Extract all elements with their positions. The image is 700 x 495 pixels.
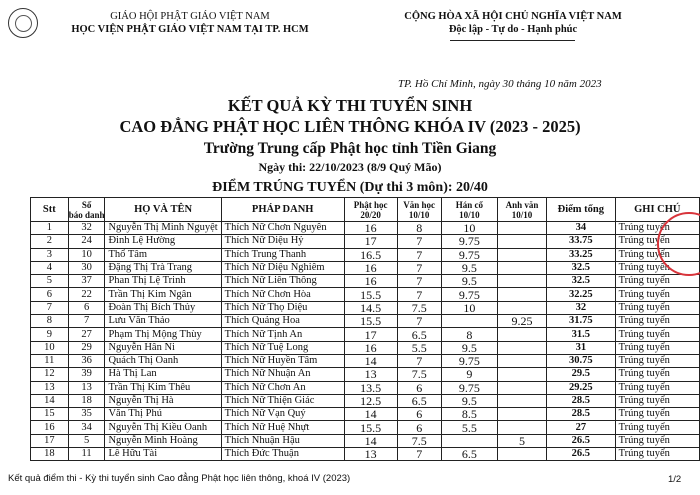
- cell-literature-score: 7: [397, 235, 441, 248]
- title-program: CAO ĐẲNG PHẬT HỌC LIÊN THÔNG KHÓA IV (2023 - 2025): [119, 117, 581, 136]
- cell-buddhism-score: 13: [344, 368, 397, 381]
- nation-motto: Độc lập - Tự do - Hạnh phúc: [448, 24, 578, 35]
- cell-literature-score: 6: [397, 408, 441, 421]
- cell-note: Trúng tuyển: [615, 315, 699, 328]
- cell-full-name: Trần Thị Kim Thêu: [105, 381, 221, 394]
- cell-note: Trúng tuyển: [615, 261, 699, 274]
- cell-note: Trúng tuyển: [615, 248, 699, 261]
- cell-classical-chinese-score: 9.75: [441, 288, 497, 301]
- cell-english-score: [498, 235, 547, 248]
- header-candidate-number: Số báo danh: [68, 199, 105, 220]
- cell-full-name: Lê Hữu Tài: [105, 448, 221, 461]
- title-main: KẾT QUẢ KỲ THI TUYỂN SINH: [227, 96, 473, 115]
- cell-candidate-number: 35: [68, 408, 105, 421]
- cell-literature-score: 7: [397, 248, 441, 261]
- cell-english-score: [498, 328, 547, 341]
- cell-classical-chinese-score: [441, 315, 497, 328]
- cell-full-name: Nguyễn Thị Minh Nguyệt: [105, 222, 221, 235]
- cell-candidate-number: 7: [68, 315, 105, 328]
- header-stt: Stt: [31, 198, 69, 222]
- cell-english-score: [498, 448, 547, 461]
- cell-dharma-name: Thích Nữ Tịnh An: [221, 328, 344, 341]
- cell-candidate-number: 37: [68, 275, 105, 288]
- cell-total-score: 32: [547, 301, 616, 314]
- cell-dharma-name: Thích Trung Thanh: [221, 248, 344, 261]
- cell-stt: 6: [31, 288, 69, 301]
- cell-buddhism-score: 16: [344, 261, 397, 274]
- cell-classical-chinese-score: 8: [441, 328, 497, 341]
- academy-logo-icon: [8, 8, 38, 38]
- cell-total-score: 31.75: [547, 315, 616, 328]
- table-row: [31, 275, 700, 288]
- title-school: Trường Trung cấp Phật học tỉnh Tiền Giang: [203, 140, 497, 157]
- cell-buddhism-score: 12.5: [344, 394, 397, 407]
- cell-buddhism-score: 16: [344, 341, 397, 354]
- cell-stt: 11: [31, 354, 69, 367]
- cell-dharma-name: Thích Nữ Diệu Hỷ: [221, 235, 344, 248]
- nation-line-1: CỘNG HÒA XÃ HỘI CHỦ NGHĨA VIỆT NAM: [404, 11, 622, 22]
- page-number: 1/2: [668, 474, 682, 485]
- cell-total-score: 29.5: [547, 368, 616, 381]
- cell-english-score: [498, 301, 547, 314]
- cell-stt: 15: [31, 408, 69, 421]
- cell-total-score: 32.5: [547, 261, 616, 274]
- header-literature-score: Văn học 10/10: [397, 198, 441, 222]
- cell-literature-score: 6: [397, 421, 441, 434]
- cell-total-score: 26.5: [547, 434, 616, 447]
- table-row: [31, 354, 700, 367]
- cell-classical-chinese-score: 10: [441, 301, 497, 314]
- cell-english-score: [498, 354, 547, 367]
- cell-candidate-number: 18: [68, 394, 105, 407]
- cell-english-score: [498, 368, 547, 381]
- document-date: TP. Hồ Chí Minh, ngày 30 tháng 10 năm 2023: [398, 78, 602, 90]
- cell-note: Trúng tuyển: [615, 394, 699, 407]
- cell-total-score: 30.75: [547, 354, 616, 367]
- cell-full-name: Văn Thị Phú: [105, 408, 221, 421]
- header-total-score: Điểm tổng: [547, 198, 616, 222]
- cell-english-score: 9.25: [498, 315, 547, 328]
- cell-stt: 8: [31, 315, 69, 328]
- cell-note: Trúng tuyển: [615, 354, 699, 367]
- cell-classical-chinese-score: 8.5: [441, 408, 497, 421]
- cell-dharma-name: Thích Nhuận Hậu: [221, 434, 344, 447]
- cell-english-score: 5: [498, 434, 547, 447]
- cell-dharma-name: Thích Nữ Huyền Tâm: [221, 354, 344, 367]
- cell-literature-score: 7.5: [397, 301, 441, 314]
- cell-classical-chinese-score: 9.5: [441, 275, 497, 288]
- cell-stt: 18: [31, 448, 69, 461]
- cell-classical-chinese-score: 10: [441, 222, 497, 235]
- cell-english-score: [498, 261, 547, 274]
- cell-dharma-name: Thích Nữ Chơn Nguyên: [221, 222, 344, 235]
- motto-underline: [450, 40, 575, 41]
- cell-full-name: Nguyễn Minh Hoàng: [105, 434, 221, 447]
- table-row: [31, 261, 700, 274]
- national-header: [388, 10, 638, 36]
- cell-buddhism-score: 14.5: [344, 301, 397, 314]
- cell-note: Trúng tuyển: [615, 275, 699, 288]
- cell-dharma-name: Thích Nữ Vạn Quý: [221, 408, 344, 421]
- cell-stt: 12: [31, 368, 69, 381]
- cell-total-score: 31.5: [547, 328, 616, 341]
- cell-full-name: Quách Thị Oanh: [105, 354, 221, 367]
- cell-note: Trúng tuyển: [615, 301, 699, 314]
- cell-dharma-name: Thích Nữ Nhuận An: [221, 368, 344, 381]
- cell-classical-chinese-score: 9.75: [441, 235, 497, 248]
- cell-buddhism-score: 17: [344, 235, 397, 248]
- cell-note: Trúng tuyển: [615, 448, 699, 461]
- cell-english-score: [498, 275, 547, 288]
- cell-total-score: 27: [547, 421, 616, 434]
- table-row: [31, 328, 700, 341]
- cell-candidate-number: 36: [68, 354, 105, 367]
- header-dharma-name: PHÁP DANH: [221, 198, 344, 222]
- cell-english-score: [498, 394, 547, 407]
- cell-dharma-name: Thích Nữ Thọ Diệu: [221, 301, 344, 314]
- cell-literature-score: 7: [397, 261, 441, 274]
- cell-candidate-number: 6: [68, 301, 105, 314]
- cell-total-score: 29.25: [547, 381, 616, 394]
- cell-candidate-number: 27: [68, 328, 105, 341]
- table-row: [31, 315, 700, 328]
- cell-classical-chinese-score: 6.5: [441, 448, 497, 461]
- cell-note: Trúng tuyển: [615, 328, 699, 341]
- cell-buddhism-score: 14: [344, 354, 397, 367]
- cell-dharma-name: Thích Nữ Thiện Giác: [221, 394, 344, 407]
- table-row: [31, 301, 700, 314]
- cell-stt: 13: [31, 381, 69, 394]
- cell-classical-chinese-score: 9.75: [441, 248, 497, 261]
- cell-buddhism-score: 16: [344, 222, 397, 235]
- cell-literature-score: 6.5: [397, 328, 441, 341]
- cell-literature-score: 6.5: [397, 394, 441, 407]
- cell-candidate-number: 11: [68, 448, 105, 461]
- cell-stt: 17: [31, 434, 69, 447]
- cell-buddhism-score: 13: [344, 448, 397, 461]
- header-classical-chinese-score: Hán cổ 10/10: [441, 198, 497, 222]
- results-table: [30, 197, 700, 461]
- cell-total-score: 34: [547, 222, 616, 235]
- cell-literature-score: 7: [397, 354, 441, 367]
- cell-full-name: Phạm Thị Mộng Thùy: [105, 328, 221, 341]
- cell-literature-score: 7: [397, 275, 441, 288]
- header-note: GHI CHÚ: [615, 198, 699, 222]
- header-english-score: Anh văn 10/10: [498, 198, 547, 222]
- cell-buddhism-score: 14: [344, 408, 397, 421]
- cell-stt: 3: [31, 248, 69, 261]
- footer-caption: Kết quả điểm thi - Kỳ thi tuyển sinh Cao đẳng Phật học liên thông, khoá IV (2023): [8, 473, 351, 484]
- cell-classical-chinese-score: 9.75: [441, 354, 497, 367]
- table-row: [31, 394, 700, 407]
- cell-note: Trúng tuyển: [615, 288, 699, 301]
- cell-note: Trúng tuyển: [615, 434, 699, 447]
- cell-candidate-number: 13: [68, 381, 105, 394]
- table-row: [31, 288, 700, 301]
- cell-candidate-number: 30: [68, 261, 105, 274]
- cell-classical-chinese-score: 9.5: [441, 261, 497, 274]
- cell-dharma-name: Thích Nữ Liên Thông: [221, 275, 344, 288]
- table-row: [31, 235, 700, 248]
- cell-candidate-number: 34: [68, 421, 105, 434]
- cell-full-name: Lưu Văn Thảo: [105, 315, 221, 328]
- cell-dharma-name: Thích Nữ Chơn An: [221, 381, 344, 394]
- header-buddhism-score: Phật học 20/20: [344, 198, 397, 222]
- cell-candidate-number: 5: [68, 434, 105, 447]
- cell-english-score: [498, 408, 547, 421]
- exam-date: Ngày thi: 22/10/2023 (8/9 Quý Mão): [258, 160, 442, 174]
- cell-buddhism-score: 14: [344, 434, 397, 447]
- cell-total-score: 26.5: [547, 448, 616, 461]
- cell-literature-score: 7.5: [397, 368, 441, 381]
- cell-stt: 7: [31, 301, 69, 314]
- cell-buddhism-score: 15.5: [344, 421, 397, 434]
- table-row: [31, 381, 700, 394]
- cell-full-name: Nguyễn Thị Kiều Oanh: [105, 421, 221, 434]
- cell-total-score: 28.5: [547, 408, 616, 421]
- cell-note: Trúng tuyển: [615, 222, 699, 235]
- table-row: [31, 222, 700, 235]
- cell-english-score: [498, 248, 547, 261]
- cell-total-score: 33.25: [547, 248, 616, 261]
- cell-candidate-number: 29: [68, 341, 105, 354]
- cell-literature-score: 7: [397, 448, 441, 461]
- cell-literature-score: 6: [397, 381, 441, 394]
- cell-classical-chinese-score: 9: [441, 368, 497, 381]
- cell-total-score: 32.25: [547, 288, 616, 301]
- table-row: [31, 421, 700, 434]
- header-full-name: HỌ VÀ TÊN: [105, 198, 221, 222]
- cell-english-score: [498, 222, 547, 235]
- cell-stt: 10: [31, 341, 69, 354]
- cell-full-name: Đinh Lệ Hường: [105, 235, 221, 248]
- cell-full-name: Đoàn Thị Bích Thủy: [105, 301, 221, 314]
- cell-buddhism-score: 16.5: [344, 248, 397, 261]
- cell-candidate-number: 10: [68, 248, 105, 261]
- cell-buddhism-score: 16: [344, 275, 397, 288]
- cell-english-score: [498, 341, 547, 354]
- cell-dharma-name: Thích Nữ Tuệ Long: [221, 341, 344, 354]
- cell-classical-chinese-score: 9.5: [441, 394, 497, 407]
- cell-full-name: Nguyễn Hân Ni: [105, 341, 221, 354]
- cell-full-name: Trần Thị Kim Ngân: [105, 288, 221, 301]
- cell-stt: 16: [31, 421, 69, 434]
- cell-classical-chinese-score: 5.5: [441, 421, 497, 434]
- cell-full-name: Đặng Thị Trà Trang: [105, 261, 221, 274]
- table-header-row: [31, 198, 700, 222]
- cell-buddhism-score: 13.5: [344, 381, 397, 394]
- cell-note: Trúng tuyển: [615, 381, 699, 394]
- cell-classical-chinese-score: [441, 434, 497, 447]
- cell-full-name: Nguyễn Thị Hà: [105, 394, 221, 407]
- cell-stt: 5: [31, 275, 69, 288]
- organization-header: [60, 10, 320, 36]
- cell-literature-score: 7.5: [397, 434, 441, 447]
- cell-classical-chinese-score: 9.75: [441, 381, 497, 394]
- cell-full-name: Thổ Tâm: [105, 248, 221, 261]
- org-line-1: GIÁO HỘI PHẬT GIÁO VIỆT NAM: [110, 11, 270, 22]
- cell-buddhism-score: 17: [344, 328, 397, 341]
- cell-literature-score: 7: [397, 288, 441, 301]
- cell-stt: 1: [31, 222, 69, 235]
- cell-buddhism-score: 15.5: [344, 315, 397, 328]
- cell-full-name: Hà Thị Lan: [105, 368, 221, 381]
- cell-note: Trúng tuyển: [615, 368, 699, 381]
- cell-classical-chinese-score: 9.5: [441, 341, 497, 354]
- cell-candidate-number: 22: [68, 288, 105, 301]
- cell-literature-score: 5.5: [397, 341, 441, 354]
- cell-literature-score: 8: [397, 222, 441, 235]
- table-row: [31, 448, 700, 461]
- table-row: [31, 408, 700, 421]
- cell-english-score: [498, 421, 547, 434]
- cell-buddhism-score: 15.5: [344, 288, 397, 301]
- cell-candidate-number: 24: [68, 235, 105, 248]
- cell-note: Trúng tuyển: [615, 421, 699, 434]
- cell-dharma-name: Thích Đức Thuận: [221, 448, 344, 461]
- org-line-2: HỌC VIỆN PHẬT GIÁO VIỆT NAM TẠI TP. HCM: [71, 24, 309, 35]
- cell-dharma-name: Thích Nữ Diệu Nghiêm: [221, 261, 344, 274]
- table-row: [31, 434, 700, 447]
- cell-stt: 9: [31, 328, 69, 341]
- cell-english-score: [498, 288, 547, 301]
- cell-note: Trúng tuyển: [615, 341, 699, 354]
- cell-stt: 14: [31, 394, 69, 407]
- cell-candidate-number: 39: [68, 368, 105, 381]
- cell-total-score: 33.75: [547, 235, 616, 248]
- cell-note: Trúng tuyển: [615, 235, 699, 248]
- cell-total-score: 31: [547, 341, 616, 354]
- cell-dharma-name: Thích Nữ Chơn Hòa: [221, 288, 344, 301]
- table-row: [31, 368, 700, 381]
- cutoff-score: ĐIỂM TRÚNG TUYỂN (Dự thi 3 môn): 20/40: [212, 180, 488, 195]
- cell-dharma-name: Thích Quảng Hoa: [221, 315, 344, 328]
- cell-stt: 2: [31, 235, 69, 248]
- table-row: [31, 341, 700, 354]
- cell-full-name: Phan Thị Lệ Trinh: [105, 275, 221, 288]
- cell-dharma-name: Thích Nữ Huệ Nhựt: [221, 421, 344, 434]
- table-row: [31, 248, 700, 261]
- cell-candidate-number: 32: [68, 222, 105, 235]
- cell-total-score: 28.5: [547, 394, 616, 407]
- cell-total-score: 32.5: [547, 275, 616, 288]
- cell-note: Trúng tuyển: [615, 408, 699, 421]
- cell-stt: 4: [31, 261, 69, 274]
- cell-english-score: [498, 381, 547, 394]
- cell-literature-score: 7: [397, 315, 441, 328]
